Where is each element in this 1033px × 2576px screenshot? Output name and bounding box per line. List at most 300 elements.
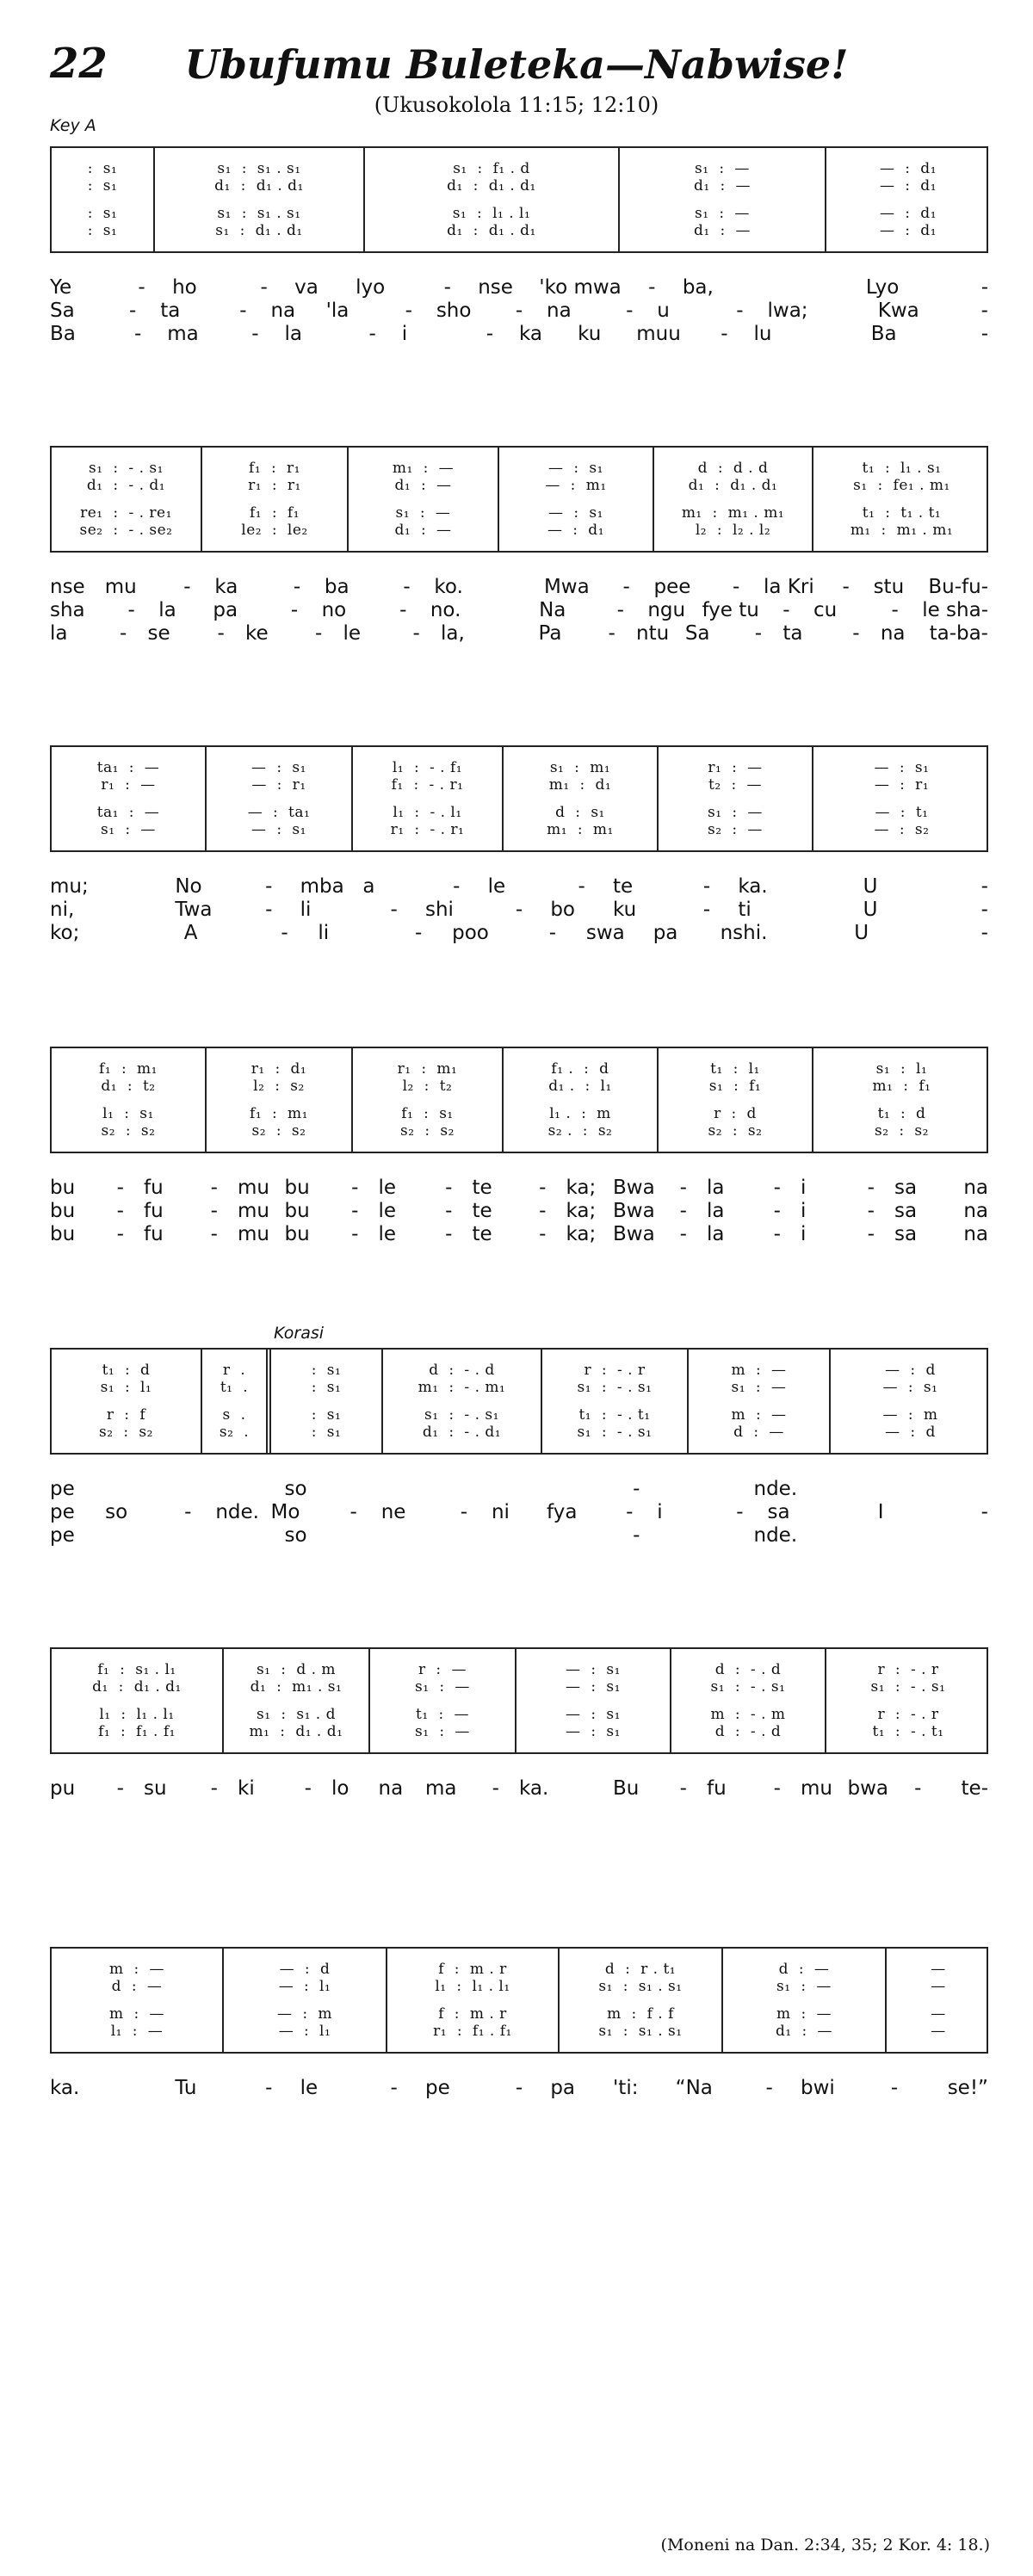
voice-part-notes: s₂ : — (708, 821, 763, 838)
voice-part-notes: — : s₁ (882, 1379, 938, 1396)
voice-part-notes: — : s₁ (566, 1678, 621, 1696)
lyric-syllable: nde. (215, 1500, 259, 1523)
lyric-syllable: - (754, 621, 763, 645)
measure (671, 1649, 826, 1752)
lyric-syllable: - (349, 1500, 357, 1523)
lyric-line (50, 1776, 988, 1800)
lyric-syllable: shi (424, 898, 454, 921)
measure (207, 747, 353, 850)
voice-part-notes: — : s₁ (566, 1661, 621, 1678)
measure (224, 1949, 387, 2052)
lyric-syllable: pa (213, 598, 238, 621)
lyric-syllable: I (877, 1500, 884, 1523)
voice-part-notes: f₁ : r₁ (249, 460, 300, 477)
lyric-syllable: sa (767, 1500, 790, 1523)
voice-part-notes: f₁ : - . r₁ (391, 776, 464, 794)
lyric-syllable: - (622, 575, 630, 598)
voice-part-notes: d : - . d (714, 1661, 782, 1678)
lyric-syllable: bu (50, 1222, 76, 1245)
measure (207, 1048, 353, 1152)
lyric-line (50, 921, 988, 944)
measure (813, 1048, 990, 1152)
lyric-syllable: ka; (566, 1176, 597, 1199)
lyric-syllable: - (702, 898, 711, 921)
solfa-staff (50, 745, 988, 852)
lyric-syllable: pe (50, 1500, 75, 1523)
voice-part-notes: r₁ : f₁ . f₁ (433, 2023, 512, 2040)
lyric-syllable: te (472, 1222, 492, 1245)
voice-part-notes: s₁ : — (695, 160, 750, 177)
voice-part-notes: s₁ : f₁ (708, 1078, 762, 1095)
chorus-label: Korasi (274, 1324, 325, 1343)
lyric-syllable: la (707, 1222, 725, 1245)
lyric-syllable: Sa (684, 621, 710, 645)
voice-part-notes: d₁ : - . d₁ (86, 477, 166, 494)
lyric-syllable: li (318, 921, 330, 944)
lyric-syllable: mba (300, 874, 344, 898)
voice-part-notes: — : s₁ (566, 1706, 621, 1723)
voice-part-notes: f₁ : s₁ . l₁ (97, 1661, 176, 1678)
voice-part-notes: — : d₁ (547, 522, 605, 539)
voice-part-notes: m₁ : — (392, 460, 455, 477)
voice-part-notes: f₁ : f₁ . f₁ (98, 1723, 176, 1740)
voice-part-notes: r₁ : m₁ (397, 1060, 458, 1078)
voice-part-notes: l₁ : s₁ (102, 1105, 154, 1122)
voice-part-notes: s₁ : fe₁ . m₁ (853, 477, 950, 494)
voice-part-notes: s₁ : - . s₁ (89, 460, 164, 477)
measure (504, 747, 659, 850)
lyric-syllable: na (378, 1776, 404, 1800)
lyric-syllable: - (626, 1500, 634, 1523)
lyric-syllable: - (210, 1176, 218, 1199)
voice-part-notes: t₁ : l₁ (710, 1060, 760, 1078)
voice-part-notes: m : — (731, 1362, 787, 1379)
lyric-syllable: sa (894, 1176, 918, 1199)
footer-reference: (Moneni na Dan. 2:34, 35; 2 Kor. 4: 18.) (660, 2536, 990, 2554)
voice-part-notes: — : s₁ (251, 821, 306, 838)
lyric-line (50, 598, 988, 621)
lyric-syllable: la (284, 322, 302, 345)
lyric-syllable: - (390, 2076, 398, 2099)
lyric-syllable: - (679, 1176, 687, 1199)
voice-part-notes: f₁ : m₁ (250, 1105, 308, 1122)
measure (813, 747, 990, 850)
lyric-syllable: la Kri (764, 575, 814, 598)
lyric-syllable: mu (238, 1199, 269, 1222)
lyric-syllable: ne (380, 1500, 406, 1523)
voice-part-notes: l₁ : - . l₁ (393, 804, 462, 821)
lyric-syllable: na (547, 299, 572, 322)
lyric-syllable: - (515, 898, 523, 921)
voice-part-notes: d : s₁ (555, 804, 605, 821)
voice-part-notes: s₁ : d . m (256, 1661, 337, 1678)
lyric-syllable: nse (50, 575, 85, 598)
measure (365, 148, 620, 251)
lyric-line (50, 1523, 988, 1547)
lyric-syllable: - (251, 322, 259, 345)
lyric-syllable: - (773, 1776, 781, 1800)
lyric-syllable: - (265, 874, 273, 898)
voice-part-notes: — : s₁ (874, 759, 930, 776)
lyric-syllable: sa (894, 1222, 918, 1245)
voice-part-notes: m₁ : m₁ . m₁ (681, 504, 785, 522)
voice-part-notes: d₁ : t₂ (101, 1078, 156, 1095)
lyric-syllable: Bwa (613, 1176, 655, 1199)
lyric-syllable: - (867, 1199, 875, 1222)
solfa-staff (50, 1047, 988, 1153)
lyric-syllable: mu; (50, 874, 89, 898)
lyric-syllable: - (492, 1776, 499, 1800)
voice-part-notes: s₂ : s₂ (875, 1122, 929, 1140)
voice-part-notes: : s₁ (87, 177, 118, 195)
voice-part-notes: r₁ : d₁ (251, 1060, 307, 1078)
voice-part-notes: : s₁ (311, 1406, 342, 1424)
lyric-syllable: - (515, 2076, 523, 2099)
lyric-syllable: - (412, 621, 420, 645)
lyric-syllable: - (351, 1222, 359, 1245)
voice-part-notes: : s₁ (311, 1362, 342, 1379)
lyric-syllable: ku (578, 322, 602, 345)
lyric-syllable: - (736, 1500, 744, 1523)
song-title: Ubufumu Buleteka—Nabwise! (184, 41, 849, 88)
voice-part-notes: f₁ : m₁ (99, 1060, 158, 1078)
voice-part-notes: m : — (776, 2005, 832, 2023)
voice-part-notes: d₁ : d₁ . d₁ (214, 177, 304, 195)
lyric-syllable: Ba (50, 322, 76, 345)
lyric-line (50, 1176, 988, 1199)
measure (887, 1949, 990, 2052)
lyric-syllable: swa (585, 921, 625, 944)
voice-part-notes: — : s₁ (548, 504, 603, 522)
measure (831, 1350, 990, 1453)
lyric-syllable: - (390, 898, 398, 921)
voice-part-notes: r : — (418, 1661, 467, 1678)
voice-part-notes: — : s₂ (874, 821, 930, 838)
voice-part-notes: s₁ : - . s₁ (870, 1678, 946, 1696)
solfa-staff (50, 1947, 988, 2054)
lyric-syllable: ta-ba- (929, 621, 988, 645)
lyric-line (50, 874, 988, 898)
voice-part-notes: r : f (106, 1406, 146, 1424)
lyric-syllable: - (891, 598, 899, 621)
lyric-syllable: - (773, 1199, 781, 1222)
voice-part-notes: m : — (109, 2005, 164, 2023)
voice-part-notes: s₁ : f₁ . d (453, 160, 530, 177)
lyric-syllable: la (50, 621, 68, 645)
lyric-syllable: i (801, 1222, 807, 1245)
lyric-syllable: fya (547, 1500, 578, 1523)
lyric-syllable: la (158, 598, 176, 621)
voice-part-notes: — (931, 1961, 946, 1978)
lyric-syllable: poo (452, 921, 489, 944)
lyric-syllable: va (294, 275, 319, 299)
voice-part-notes: t₁ : d (102, 1362, 151, 1379)
voice-part-notes: d₁ : — (394, 522, 452, 539)
voice-part-notes: t₁ : - . t₁ (872, 1723, 944, 1740)
voice-part-notes: s₁ : — (101, 821, 156, 838)
lyric-syllable: ko. (434, 575, 463, 598)
lyric-syllable: u (657, 299, 670, 322)
voice-part-notes: l₁ : - . f₁ (392, 759, 463, 776)
voice-part-notes: — : d₁ (879, 177, 937, 195)
lyric-line (50, 2076, 988, 2099)
lyric-syllable: - (415, 921, 423, 944)
voice-part-notes: : s₁ (87, 205, 118, 222)
measure (52, 1649, 224, 1752)
voice-part-notes: s₂ . : s₂ (547, 1122, 613, 1140)
voice-part-notes: r₁ : — (101, 776, 156, 794)
voice-part-notes: — : d₁ (879, 160, 937, 177)
measure (52, 148, 155, 251)
voice-part-notes: re₁ : - . re₁ (80, 504, 172, 522)
lyric-line (50, 322, 988, 345)
lyric-syllable: Mo (270, 1500, 300, 1523)
measure (542, 1350, 689, 1453)
lyrics-block (50, 1176, 988, 1245)
lyric-syllable: U (854, 921, 869, 944)
lyric-syllable: Bu (613, 1776, 640, 1800)
lyric-syllable: U (863, 898, 878, 921)
lyric-syllable: Bu-fu- (928, 575, 988, 598)
voice-part-notes: r : - . r (877, 1706, 939, 1723)
voice-part-notes: s₁ : s₁ . s₁ (217, 205, 301, 222)
voice-part-notes: le₂ : le₂ (241, 522, 308, 539)
lyric-syllable: - (405, 299, 412, 322)
key-label: Key A (50, 116, 96, 135)
voice-part-notes: m₁ : - . m₁ (418, 1379, 506, 1396)
lyric-syllable: bu (50, 1176, 76, 1199)
lyric-syllable: ni, (50, 898, 75, 921)
lyric-syllable: Ye (50, 275, 72, 299)
lyric-line (50, 1477, 988, 1500)
lyric-line (50, 1500, 988, 1523)
lyric-syllable: - (679, 1199, 687, 1222)
lyric-syllable: nde. (753, 1523, 798, 1547)
voice-part-notes: s₂ : s₂ (400, 1122, 455, 1140)
voice-part-notes: t₂ : — (708, 776, 762, 794)
lyric-syllable: lu (753, 322, 772, 345)
lyrics-block (50, 1776, 988, 1800)
lyric-syllable: - (460, 1500, 468, 1523)
lyric-syllable: - (980, 921, 988, 944)
lyric-syllable: i (801, 1176, 807, 1199)
lyric-syllable: 'la (325, 299, 349, 322)
lyric-syllable: pee (653, 575, 691, 598)
lyrics-block (50, 575, 988, 645)
lyric-syllable: - (368, 322, 376, 345)
lyric-syllable: te (472, 1176, 492, 1199)
lyric-syllable: ka. (50, 2076, 80, 2099)
voice-part-notes: s₁ : s₁ . s₁ (598, 1978, 683, 1995)
lyric-syllable: Lyo (865, 275, 900, 299)
lyric-syllable: - (265, 898, 273, 921)
voice-part-notes: : s₁ (311, 1424, 342, 1441)
lyric-syllable: nse (478, 275, 513, 299)
voice-part-notes: — : s₁ (548, 460, 603, 477)
lyric-syllable: ni (491, 1500, 510, 1523)
measure (52, 1048, 207, 1152)
lyric-syllable: lo (331, 1776, 349, 1800)
voice-part-notes: d₁ : - . d₁ (422, 1424, 502, 1441)
lyric-syllable: - (486, 322, 494, 345)
lyric-syllable: - (626, 299, 634, 322)
voice-part-notes: d₁ : d₁ . d₁ (688, 477, 778, 494)
voice-part-notes: l₁ : l₁ . l₁ (435, 1978, 510, 1995)
voice-part-notes: m : - . m (710, 1706, 786, 1723)
lyric-syllable: le sha- (922, 598, 988, 621)
lyric-syllable: le (343, 621, 362, 645)
lyric-syllable: ku (612, 898, 637, 921)
measure (689, 1350, 831, 1453)
measure (202, 1350, 271, 1453)
lyric-syllable: bu (284, 1222, 310, 1245)
lyric-syllable: pa (550, 2076, 576, 2099)
measure (826, 1649, 990, 1752)
lyric-syllable: - (134, 322, 142, 345)
solfa-staff (50, 1348, 988, 1455)
voice-part-notes: l₂ : s₂ (253, 1078, 305, 1095)
lyric-syllable: so (105, 1500, 128, 1523)
measure (620, 148, 826, 251)
measure (52, 448, 202, 551)
lyric-syllable: Bwa (613, 1222, 655, 1245)
voice-part-notes: r : d (714, 1105, 757, 1122)
voice-part-notes: s₁ : — (695, 205, 750, 222)
lyric-syllable: - (445, 1199, 453, 1222)
lyric-syllable: - (304, 1776, 312, 1800)
lyric-syllable: pe (50, 1477, 75, 1500)
measure (723, 1949, 887, 2052)
lyric-syllable: ka. (738, 874, 768, 898)
voice-part-notes: d : — (111, 1978, 163, 1995)
voice-part-notes: — : t₁ (875, 804, 929, 821)
voice-part-notes: m : — (109, 1961, 164, 1978)
voice-part-notes: — : s₁ (566, 1723, 621, 1740)
measure (271, 1350, 383, 1453)
lyric-syllable: - (399, 598, 407, 621)
voice-part-notes: — (931, 2005, 946, 2023)
lyric-syllable: ta (160, 299, 181, 322)
lyric-syllable: li (300, 898, 312, 921)
lyric-syllable: - (721, 322, 728, 345)
lyric-syllable: - (210, 1776, 218, 1800)
lyric-syllable: - (648, 275, 656, 299)
voice-part-notes: l₂ : t₂ (402, 1078, 453, 1095)
lyric-syllable: fu (144, 1222, 164, 1245)
voice-part-notes: r₁ : - . r₁ (390, 821, 465, 838)
lyric-syllable: - (127, 598, 135, 621)
lyric-syllable: te (472, 1199, 492, 1222)
lyric-syllable: la, (441, 621, 465, 645)
lyric-syllable: lwa; (767, 299, 808, 322)
lyrics-block (50, 2076, 988, 2099)
voice-part-notes: — : m (277, 2005, 332, 2023)
voice-part-notes: l₁ : l₁ . l₁ (99, 1706, 175, 1723)
lyric-syllable: Twa (175, 898, 213, 921)
voice-part-notes: s₁ : s₁ . d (256, 1706, 336, 1723)
measure (560, 1949, 723, 2052)
voice-part-notes: t₁ : - . t₁ (578, 1406, 651, 1424)
voice-part-notes: s₁ : d₁ . d₁ (215, 222, 303, 239)
lyric-syllable: - (515, 299, 523, 322)
lyric-syllable: ki (238, 1776, 255, 1800)
song-header (0, 0, 1033, 135)
lyric-syllable: na (880, 621, 906, 645)
song-number: 22 (50, 40, 108, 88)
measure (370, 1649, 516, 1752)
voice-part-notes: — : d (279, 1961, 331, 1978)
voice-part-notes: f₁ . : d (551, 1060, 609, 1078)
solfa-staff (50, 1647, 988, 1754)
voice-part-notes: ta₁ : — (96, 759, 160, 776)
lyric-syllable: pa (653, 921, 678, 944)
measure (387, 1949, 560, 2052)
lyric-syllable: ba, (682, 275, 714, 299)
lyric-line (50, 299, 988, 322)
voice-part-notes: r . (222, 1362, 246, 1379)
lyric-syllable: te (612, 874, 634, 898)
lyric-syllable: Pa (538, 621, 562, 645)
voice-part-notes: m₁ : f₁ (872, 1078, 931, 1095)
voice-part-notes: — : r₁ (251, 776, 306, 794)
voice-part-notes: d : r . t₁ (604, 1961, 677, 1978)
lyric-syllable: ke (245, 621, 269, 645)
lyric-syllable: - (184, 1500, 192, 1523)
voice-part-notes: s₁ : - . s₁ (577, 1424, 653, 1441)
scripture-reference: (Ukusokolola 11:15; 12:10) (374, 93, 659, 117)
measure (202, 448, 349, 551)
lyric-syllable: pe (50, 1523, 75, 1547)
voice-part-notes: d₁ : d₁ . d₁ (92, 1678, 182, 1696)
voice-part-notes: s₂ . (219, 1424, 250, 1441)
lyric-syllable: bwi (800, 2076, 835, 2099)
lyric-syllable: na (963, 1199, 988, 1222)
lyric-syllable: Na (539, 598, 566, 621)
lyric-syllable: - (890, 2076, 899, 2099)
voice-part-notes: f₁ : s₁ (401, 1105, 454, 1122)
lyric-syllable: na (963, 1176, 988, 1199)
lyric-syllable: cu (813, 598, 838, 621)
voice-part-notes: se₂ : - . se₂ (79, 522, 173, 539)
lyric-syllable: mu (104, 575, 137, 598)
voice-part-notes: s₂ : s₂ (251, 1122, 306, 1140)
lyric-syllable: - (351, 1176, 359, 1199)
lyric-syllable: Kwa (877, 299, 919, 322)
lyric-syllable: - (539, 1222, 547, 1245)
lyric-syllable: nshi. (720, 921, 768, 944)
lyric-syllable: - (314, 621, 323, 645)
lyric-syllable: ka (519, 322, 543, 345)
measure (353, 1048, 504, 1152)
voice-part-notes: s₁ : — (731, 1379, 787, 1396)
lyric-syllable: - (539, 1176, 547, 1199)
voice-part-notes: t₁ : — (416, 1706, 469, 1723)
voice-part-notes: — : l₁ (278, 1978, 331, 1995)
measure (52, 1350, 202, 1453)
lyric-syllable: na (963, 1222, 988, 1245)
voice-part-notes: s₁ : — (776, 1978, 832, 1995)
lyric-syllable: - (980, 898, 988, 921)
lyric-syllable: Tu (175, 2076, 197, 2099)
voice-part-notes: — : d (885, 1424, 936, 1441)
lyric-syllable: mu (238, 1222, 269, 1245)
lyric-syllable: stu (873, 575, 905, 598)
lyric-syllable: lyo (356, 275, 386, 299)
voice-part-notes: s₁ : l₁ (875, 1060, 928, 1078)
lyric-syllable: ba (324, 575, 349, 598)
voice-part-notes: s₁ : — (415, 1723, 470, 1740)
lyric-syllable: no (321, 598, 347, 621)
